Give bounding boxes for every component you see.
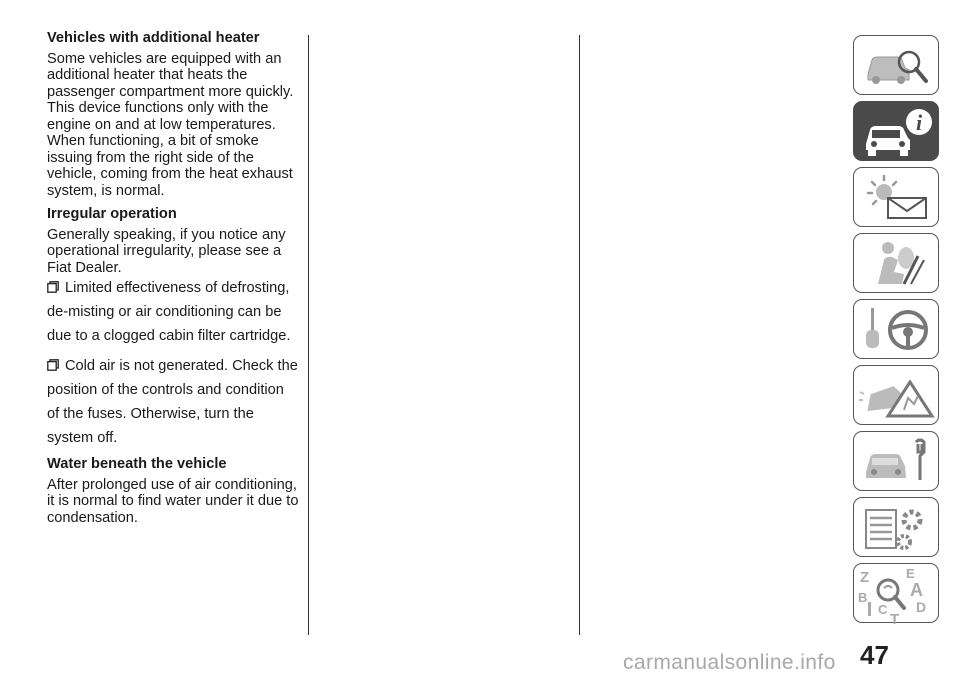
bullet-square-icon xyxy=(47,359,59,371)
car-wrench-icon xyxy=(854,432,940,492)
bullet-item xyxy=(47,354,299,450)
checklist-gears-icon xyxy=(854,498,940,558)
warning-lights-envelope-icon xyxy=(854,168,940,228)
section-body: After prolonged use of air conditioning, it is normal to find water under it due to condensation. xyxy=(47,476,299,526)
index-letter: D xyxy=(916,599,927,615)
tab-safety[interactable] xyxy=(853,233,939,293)
section-heading: Water beneath the vehicle xyxy=(47,456,227,472)
car-crash-warning-icon xyxy=(854,366,940,426)
tab-car-info[interactable] xyxy=(853,101,939,161)
index-letter: T xyxy=(890,611,900,624)
car-info-icon xyxy=(854,102,940,162)
index-letter: Z xyxy=(860,569,870,586)
text-column xyxy=(47,30,299,533)
tab-index[interactable] xyxy=(853,563,939,623)
index-letter: E xyxy=(906,566,915,581)
tab-warning-lights[interactable] xyxy=(853,167,939,227)
svg-text:i: i xyxy=(915,110,923,135)
alphabet-index-icon xyxy=(854,564,940,624)
airbag-seat-icon xyxy=(854,234,940,294)
bullet-text: Limited effectiveness of defrosting, de-misting or air conditioning can be due to a clogged cabin filter cartridge. xyxy=(47,280,291,344)
tab-emergency[interactable] xyxy=(853,365,939,425)
car-magnifier-icon xyxy=(854,36,940,96)
tab-car-magnifier[interactable] xyxy=(853,35,939,95)
tab-starting-driving[interactable] xyxy=(853,299,939,359)
section-heading: Irregular operation xyxy=(47,206,177,222)
index-letter: C xyxy=(878,602,888,617)
section-body: Generally speaking, if you notice any operational irregularity, please see a Fiat Dealer. xyxy=(47,226,286,276)
section-heading: Vehicles with additional heater xyxy=(47,30,260,46)
index-letter: B xyxy=(858,590,868,605)
column-divider xyxy=(308,35,309,635)
page-number: 47 xyxy=(860,640,889,670)
bullet-square-icon xyxy=(47,281,59,293)
key-steering-wheel-icon xyxy=(854,300,940,360)
tab-maintenance[interactable] xyxy=(853,431,939,491)
tab-technical-data[interactable] xyxy=(853,497,939,557)
section-body: Some vehicles are equipped with an additional heater that heats the passenger compartment more quickly. This device functions only with the engine on and at low temperatures. When functioning, a bit of smoke issuing from the right side of the vehicle, coming from the heat exhaust system, is normal. xyxy=(47,50,294,199)
bullet-item xyxy=(47,276,299,348)
index-letter: A xyxy=(910,580,923,600)
watermark[interactable]: carmanualsonline.info xyxy=(623,651,836,674)
bullet-text: Cold air is not generated. Check the position of the controls and condition of the fuses. Otherwise, turn the system off. xyxy=(47,358,298,446)
column-divider xyxy=(579,35,580,635)
